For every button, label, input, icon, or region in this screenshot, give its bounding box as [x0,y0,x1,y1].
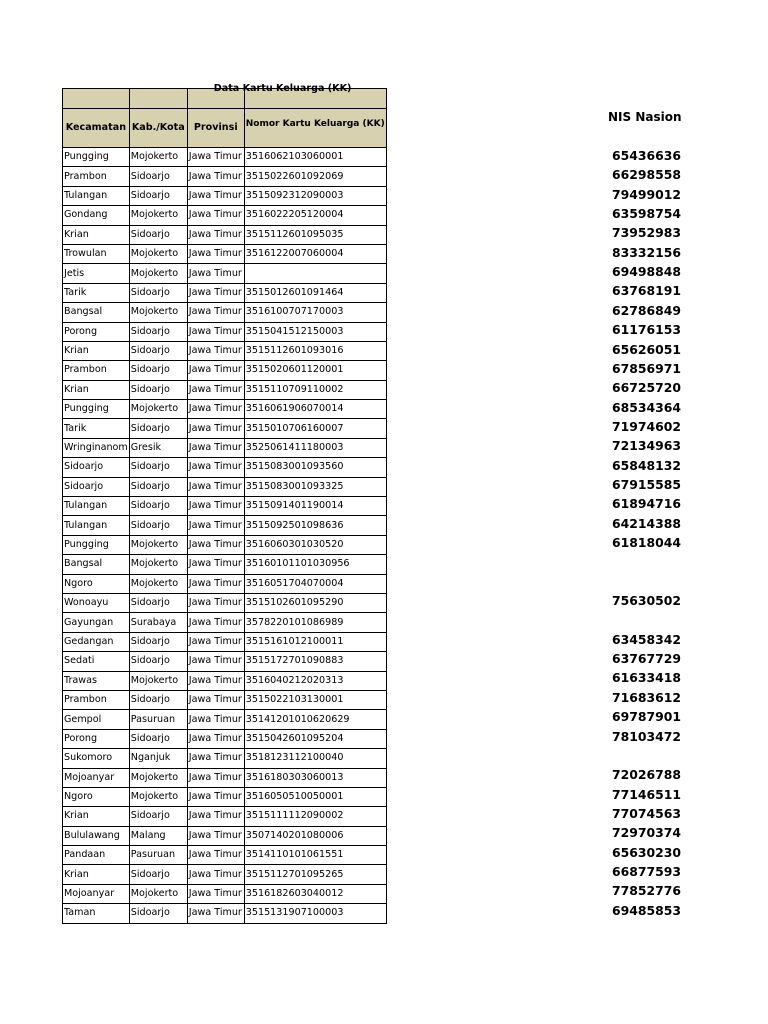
nomor-kk-cell[interactable]: 3515041512150003 [244,322,386,341]
provinsi-cell[interactable]: Jawa Timur [187,438,244,457]
nis-value[interactable]: 66877593 [612,863,681,879]
nis-value[interactable]: 71683612 [612,689,681,705]
nomor-kk-cell[interactable]: 3525061411180003 [244,438,386,457]
nomor-kk-cell[interactable]: 3516100707170003 [244,303,386,322]
kecamatan-cell[interactable]: Pandaan [63,846,130,865]
table-row [63,904,387,923]
table-row [63,516,387,535]
table-row [63,555,387,574]
provinsi-cell[interactable]: Jawa Timur [187,884,244,903]
column-header-nomor-kk-label: Nomor Kartu Keluarga (KK) [245,118,385,129]
provinsi-cell[interactable]: Jawa Timur [187,516,244,535]
nis-value[interactable]: 61176153 [612,322,681,338]
table-row [63,632,387,651]
nomor-kk-cell[interactable]: 3516122007060004 [244,244,386,263]
kecamatan-cell[interactable]: Krian [63,225,130,244]
kab-kota-cell[interactable]: Mojokerto [129,244,187,263]
column-header-kab-kota[interactable]: Kab./Kota [129,109,187,148]
kab-kota-cell[interactable]: Sidoarjo [129,516,187,535]
kab-kota-cell[interactable]: Mojokerto [129,671,187,690]
kecamatan-cell[interactable]: Krian [63,865,130,884]
provinsi-cell[interactable]: Jawa Timur [187,768,244,787]
table-row [63,535,387,554]
nomor-kk-cell[interactable]: 3515083001093560 [244,458,386,477]
nis-value[interactable]: 65436636 [612,148,681,163]
table-row [63,438,387,457]
nis-value[interactable]: 71974602 [612,418,681,434]
table-row [63,283,387,302]
provinsi-cell[interactable]: Jawa Timur [187,710,244,729]
kecamatan-cell[interactable]: Porong [63,322,130,341]
kecamatan-cell[interactable]: Tarik [63,283,130,302]
kecamatan-cell[interactable]: Ngoro [63,787,130,806]
group-header-row [63,89,387,109]
group-title-cell[interactable] [213,83,386,109]
nomor-kk-cell[interactable]: 3507140201080006 [244,826,386,845]
nomor-kk-cell[interactable]: 3516050510050001 [244,787,386,806]
nomor-kk-cell[interactable]: 3515131907100003 [244,904,386,923]
nomor-kk-cell[interactable]: 3515112601095035 [244,225,386,244]
table-row [63,477,387,496]
kecamatan-cell[interactable]: Sidoarjo [63,477,130,496]
nis-value[interactable]: 65630230 [612,844,681,860]
nis-value[interactable]: 65848132 [612,457,681,473]
kecamatan-cell[interactable]: Taman [63,904,130,923]
nomor-kk-cell[interactable]: 3515111112090002 [244,807,386,826]
kecamatan-cell[interactable]: Gempol [63,710,130,729]
table-row [63,419,387,438]
kab-kota-cell[interactable]: Mojokerto [129,535,187,554]
provinsi-cell[interactable]: Jawa Timur [187,574,244,593]
kecamatan-cell[interactable]: Jetis [63,264,130,283]
kab-kota-cell[interactable]: Sidoarjo [129,497,187,516]
kecamatan-cell[interactable]: Gayungan [63,613,130,632]
nis-value[interactable]: 61818044 [612,535,681,550]
nis-value[interactable]: 77074563 [612,805,681,821]
nomor-kk-cell[interactable]: 3518123112100040 [244,749,386,768]
provinsi-cell[interactable]: Jawa Timur [187,787,244,806]
table-row [63,807,387,826]
nis-value[interactable]: 63767729 [612,651,681,667]
nis-value[interactable]: 62786849 [612,302,681,318]
nomor-kk-cell[interactable]: 3515083001093325 [244,477,386,496]
kab-kota-cell[interactable]: Surabaya [129,613,187,632]
table-row [63,497,387,516]
nomor-kk-cell[interactable]: 3515112701095265 [244,865,386,884]
provinsi-cell[interactable]: Jawa Timur [187,865,244,884]
table-row [63,206,387,225]
provinsi-cell[interactable]: Jawa Timur [187,671,244,690]
nis-value[interactable]: 69498848 [612,264,681,280]
kecamatan-cell[interactable]: Mojoanyar [63,768,130,787]
kecamatan-cell[interactable]: Wringinanom [63,438,130,457]
kecamatan-cell[interactable]: Prambon [63,167,130,186]
nomor-kk-cell[interactable]: 3515042601095204 [244,729,386,748]
kecamatan-cell[interactable]: Sukomoro [63,749,130,768]
provinsi-cell[interactable]: Jawa Timur [187,497,244,516]
nis-value[interactable]: 63598754 [612,206,681,222]
kecamatan-cell[interactable]: Trowulan [63,244,130,263]
kab-kota-cell[interactable]: Sidoarjo [129,477,187,496]
nis-value[interactable]: 67915585 [612,476,681,492]
kecamatan-cell[interactable]: Tulangan [63,186,130,205]
nis-value[interactable]: 83332156 [612,244,681,260]
nis-value[interactable]: 78103472 [612,728,681,744]
table-row [63,826,387,845]
provinsi-cell[interactable]: Jawa Timur [187,826,244,845]
kab-kota-cell[interactable]: Sidoarjo [129,865,187,884]
column-header-kecamatan[interactable]: Kecamatan [63,109,130,148]
nis-value[interactable]: 61633418 [612,670,681,686]
nomor-kk-cell[interactable]: 3515112601093016 [244,341,386,360]
column-header-row [63,109,387,148]
kecamatan-cell[interactable]: Trawas [63,671,130,690]
table-row [63,884,387,903]
table-row [63,690,387,709]
table-row [63,361,387,380]
nomor-kk-cell[interactable]: 3516060301030520 [244,535,386,554]
nis-value[interactable]: 77852776 [612,883,681,899]
kecamatan-cell[interactable]: Sedati [63,652,130,671]
kecamatan-cell[interactable]: Gedangan [63,632,130,651]
provinsi-cell[interactable]: Jawa Timur [187,400,244,419]
table-row [63,593,387,612]
provinsi-cell[interactable]: Jawa Timur [187,613,244,632]
nomor-kk-cell[interactable]: 3515022103130001 [244,690,386,709]
nomor-kk-cell[interactable]: 3514110101061551 [244,846,386,865]
nis-value[interactable]: 75630502 [612,593,681,609]
nis-value[interactable]: 63768191 [612,283,681,299]
provinsi-cell[interactable]: Jawa Timur [187,555,244,574]
table-row [63,574,387,593]
nis-value[interactable]: 64214388 [612,515,681,531]
nis-value[interactable]: 65626051 [612,341,681,357]
provinsi-cell[interactable]: Jawa Timur [187,303,244,322]
nomor-kk-cell[interactable]: 3516040212020313 [244,671,386,690]
kab-kota-cell[interactable]: Mojokerto [129,768,187,787]
kab-kota-cell[interactable]: Pasuruan [129,710,187,729]
nomor-kk-cell[interactable]: 3515102601095290 [244,593,386,612]
kab-kota-cell[interactable]: Sidoarjo [129,186,187,205]
nis-value[interactable]: 72134963 [612,438,681,454]
table-row [63,729,387,748]
kecamatan-cell[interactable]: Pungging [63,535,130,554]
kab-kota-cell[interactable]: Mojokerto [129,148,187,167]
table-row [63,613,387,632]
nis-value[interactable]: 79499012 [612,186,681,202]
kab-kota-cell[interactable]: Mojokerto [129,884,187,903]
table-row [63,671,387,690]
kab-kota-cell[interactable]: Mojokerto [129,264,187,283]
provinsi-cell[interactable]: Jawa Timur [187,477,244,496]
nis-value[interactable]: 69485853 [612,902,681,918]
provinsi-cell[interactable]: Jawa Timur [187,225,244,244]
provinsi-cell[interactable]: Jawa Timur [187,593,244,612]
kab-kota-cell[interactable]: Sidoarjo [129,361,187,380]
kab-kota-cell[interactable]: Gresik [129,438,187,457]
kab-kota-cell[interactable]: Sidoarjo [129,632,187,651]
kecamatan-cell[interactable]: Sidoarjo [63,458,130,477]
kecamatan-cell[interactable]: Mojoanyar [63,884,130,903]
kab-kota-cell[interactable]: Sidoarjo [129,690,187,709]
kecamatan-cell[interactable]: Prambon [63,361,130,380]
table-row [63,846,387,865]
kecamatan-cell[interactable]: Krian [63,380,130,399]
provinsi-cell[interactable]: Jawa Timur [187,652,244,671]
table-row [63,400,387,419]
provinsi-cell[interactable]: Jawa Timur [187,380,244,399]
kecamatan-cell[interactable]: Gondang [63,206,130,225]
provinsi-cell[interactable]: Jawa Timur [187,690,244,709]
table-row [63,303,387,322]
table-row [63,225,387,244]
nomor-kk-cell[interactable]: 3516062103060001 [244,148,386,167]
kab-kota-cell[interactable]: Mojokerto [129,303,187,322]
provinsi-cell[interactable]: Jawa Timur [187,458,244,477]
kab-kota-cell[interactable]: Sidoarjo [129,322,187,341]
nis-value[interactable]: 69787901 [612,709,681,725]
kk-data-table [62,83,387,924]
provinsi-cell[interactable]: Jawa Timur [187,206,244,225]
kab-kota-cell[interactable]: Mojokerto [129,555,187,574]
table-row [63,652,387,671]
provinsi-cell[interactable]: Jawa Timur [187,341,244,360]
nis-value[interactable]: 63458342 [612,631,681,647]
kecamatan-cell[interactable]: Ngoro [63,574,130,593]
kab-kota-cell[interactable]: Mojokerto [129,206,187,225]
kab-kota-cell[interactable]: Mojokerto [129,400,187,419]
provinsi-cell[interactable]: Jawa Timur [187,186,244,205]
nomor-kk-cell[interactable] [244,264,386,283]
nomor-kk-cell[interactable]: 3515172701090883 [244,652,386,671]
provinsi-cell[interactable]: Jawa Timur [187,904,244,923]
nomor-kk-cell[interactable]: 3516182603040012 [244,884,386,903]
provinsi-cell[interactable]: Jawa Timur [187,148,244,167]
provinsi-cell[interactable]: Jawa Timur [187,535,244,554]
provinsi-cell[interactable]: Jawa Timur [187,729,244,748]
column-header-nomor-kk[interactable] [244,109,386,148]
header-cell-empty[interactable] [63,89,130,109]
table-row [63,264,387,283]
nomor-kk-cell[interactable]: 3578220101086989 [244,613,386,632]
table-row [63,865,387,884]
provinsi-cell[interactable]: Jawa Timur [187,244,244,263]
nis-value[interactable]: 72026788 [612,767,681,783]
table-row [63,458,387,477]
table-row [63,186,387,205]
kab-kota-cell[interactable]: Sidoarjo [129,904,187,923]
kab-kota-cell[interactable]: Sidoarjo [129,419,187,438]
nomor-kk-cell[interactable]: 3515010706160007 [244,419,386,438]
kecamatan-cell[interactable]: Wonoayu [63,593,130,612]
nomor-kk-cell[interactable]: 3516022205120004 [244,206,386,225]
kecamatan-cell[interactable]: Krian [63,807,130,826]
kab-kota-cell[interactable]: Sidoarjo [129,729,187,748]
nomor-kk-cell[interactable]: 3515091401190014 [244,497,386,516]
kecamatan-cell[interactable]: Tulangan [63,497,130,516]
kecamatan-cell[interactable]: Tulangan [63,516,130,535]
kab-kota-cell[interactable]: Sidoarjo [129,652,187,671]
nomor-kk-cell[interactable]: 3516061906070014 [244,400,386,419]
kab-kota-cell[interactable]: Sidoarjo [129,380,187,399]
table-row [63,244,387,263]
kab-kota-cell[interactable]: Sidoarjo [129,593,187,612]
kecamatan-cell[interactable]: Bangsal [63,303,130,322]
provinsi-cell[interactable]: Jawa Timur [187,749,244,768]
nis-value[interactable]: 61894716 [612,496,681,512]
table-row [63,749,387,768]
nomor-kk-cell[interactable]: 35160101101030956 [244,555,386,574]
nomor-kk-cell[interactable]: 3515020601120001 [244,361,386,380]
table-row [63,710,387,729]
nomor-kk-cell[interactable]: 3515092501098636 [244,516,386,535]
nomor-kk-cell[interactable]: 35141201010620629 [244,710,386,729]
column-header-provinsi[interactable]: Provinsi [187,109,244,148]
header-cell-empty[interactable] [129,89,187,109]
kecamatan-cell[interactable]: Prambon [63,690,130,709]
provinsi-cell[interactable]: Jawa Timur [187,846,244,865]
table-row [63,768,387,787]
nomor-kk-cell[interactable]: 3515161012100011 [244,632,386,651]
kab-kota-cell[interactable]: Sidoarjo [129,807,187,826]
nomor-kk-cell[interactable]: 3515092312090003 [244,186,386,205]
kecamatan-cell[interactable]: Porong [63,729,130,748]
kab-kota-cell[interactable]: Sidoarjo [129,167,187,186]
table-row [63,322,387,341]
provinsi-cell[interactable]: Jawa Timur [187,361,244,380]
nis-value[interactable]: 66725720 [612,380,681,396]
provinsi-cell[interactable]: Jawa Timur [187,283,244,302]
provinsi-cell[interactable]: Jawa Timur [187,632,244,651]
kab-kota-cell[interactable]: Pasuruan [129,846,187,865]
nis-value[interactable]: 66298558 [612,167,681,183]
nis-value[interactable]: 67856971 [612,360,681,376]
group-title: Data Kartu Keluarga (KK) [213,83,352,94]
kab-kota-cell[interactable]: Sidoarjo [129,458,187,477]
provinsi-cell[interactable]: Jawa Timur [187,419,244,438]
provinsi-cell[interactable]: Jawa Timur [187,264,244,283]
nomor-kk-cell[interactable]: 3516051704070004 [244,574,386,593]
kab-kota-cell[interactable]: Sidoarjo [129,283,187,302]
kecamatan-cell[interactable]: Bangsal [63,555,130,574]
table-row [63,341,387,360]
provinsi-cell[interactable]: Jawa Timur [187,167,244,186]
kecamatan-cell[interactable]: Pungging [63,148,130,167]
nis-value[interactable]: 73952983 [612,225,681,241]
table-row [63,787,387,806]
table-row [63,148,387,167]
nomor-kk-cell[interactable]: 3515012601091464 [244,283,386,302]
table-row [63,380,387,399]
nomor-kk-cell[interactable]: 3515022601092069 [244,167,386,186]
kecamatan-cell[interactable]: Tarik [63,419,130,438]
nis-value[interactable]: 77146511 [612,786,681,802]
kab-kota-cell[interactable]: Malang [129,826,187,845]
kab-kota-cell[interactable]: Mojokerto [129,787,187,806]
nomor-kk-cell[interactable]: 3516180303060013 [244,768,386,787]
kab-kota-cell[interactable]: Mojokerto [129,574,187,593]
nis-value[interactable]: 72970374 [612,825,681,841]
kab-kota-cell[interactable]: Sidoarjo [129,225,187,244]
kab-kota-cell[interactable]: Nganjuk [129,749,187,768]
nis-column-header[interactable]: NIS Nasion [608,110,682,124]
provinsi-cell[interactable]: Jawa Timur [187,322,244,341]
provinsi-cell[interactable]: Jawa Timur [187,807,244,826]
nomor-kk-cell[interactable]: 3515110709110002 [244,380,386,399]
kecamatan-cell[interactable]: Pungging [63,400,130,419]
kecamatan-cell[interactable]: Krian [63,341,130,360]
nis-value[interactable]: 68534364 [612,399,681,415]
table-row [63,167,387,186]
kab-kota-cell[interactable]: Sidoarjo [129,341,187,360]
kecamatan-cell[interactable]: Bululawang [63,826,130,845]
